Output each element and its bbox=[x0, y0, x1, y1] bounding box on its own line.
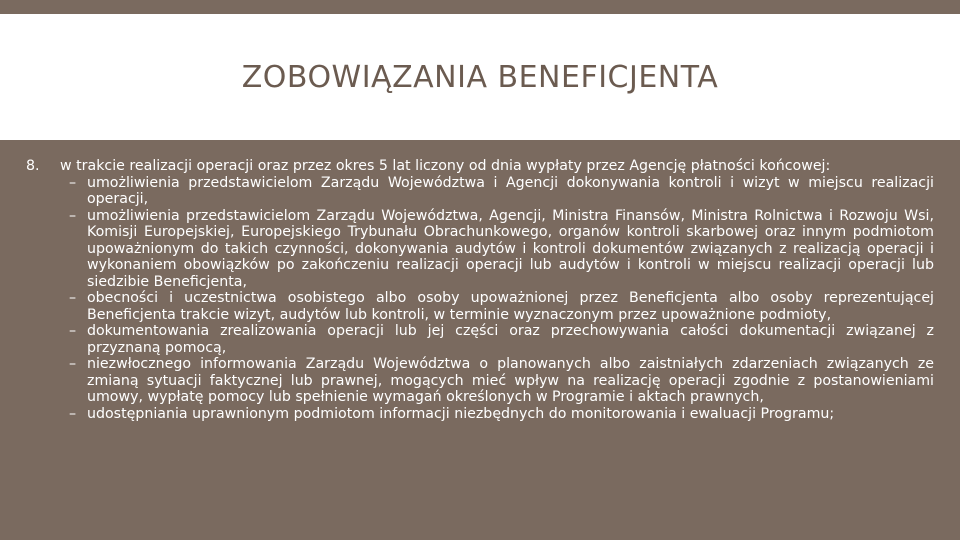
list-item bbox=[60, 406, 934, 423]
list-item-text: udostępniania uprawnionym podmiotom informacji niezbędnych do monitorowania i ewaluacji Programu; bbox=[87, 405, 835, 422]
slide-content bbox=[26, 158, 934, 422]
list-item bbox=[60, 323, 934, 356]
list-item-text: umożliwienia przedstawicielom Zarządu Województwa, Agencji, Ministra Finansów, Ministra Rolnictwa i Rozwoju Wsi, Komisji Europejskiej, Europejskiego Trybunału Obrachunkowego, organów kontroli skarbowej oraz innym podmiotom upoważnionym do takich czynności, dokonywania audytów i kontroli dokumentów związanych z realizacją operacji i wykonaniem obowiązków po zakończeniu realizacji operacji lub audytów i kontroli w miejscu realizacji operacji lub siedzibie Beneficjenta, bbox=[87, 207, 934, 290]
dash-marker: – bbox=[69, 323, 77, 339]
point-lead-text: w trakcie realizacji operacji oraz przez okres 5 lat liczony od dnia wypłaty przez Agencję płatności końcowej: bbox=[60, 158, 831, 174]
dash-marker: – bbox=[69, 290, 77, 306]
list-item bbox=[60, 356, 934, 406]
dash-marker: – bbox=[69, 356, 77, 372]
dash-marker: – bbox=[69, 405, 77, 422]
list-item-text: niezwłocznego informowania Zarządu Województwa o planowanych albo zaistniałych zdarzeniach związanych ze zmianą sytuacji faktycznej lub prawnej, mogących mieć wpływ na realizację operacji zgodnie z postanowieniami umowy, wypłatę pomocy lub spełnienie wymagań określonych w Programie i aktach prawnych, bbox=[87, 356, 934, 405]
list-item-text: dokumentowania zrealizowania operacji lub jej części oraz przechowywania całości dokumentacji związanej z przyznaną pomocą, bbox=[87, 323, 934, 356]
numbered-point bbox=[26, 158, 934, 422]
list-item bbox=[60, 290, 934, 323]
list-item-text: obecności i uczestnictwa osobistego albo osoby upoważnionej przez Beneficjenta albo osoby reprezentującej Beneficjenta trakcie wizyt, audytów lub kontroli, w terminie wyznaczonym przez upoważnione podmioty, bbox=[87, 290, 934, 323]
list-item bbox=[60, 208, 934, 291]
slide-title: ZOBOWIĄZANIA BENEFICJENTA bbox=[241, 60, 719, 95]
dash-marker: – bbox=[69, 207, 77, 224]
list-item-text: umożliwienia przedstawicielom Zarządu Województwa i Agencji dokonywania kontroli i wizyt w miejscu realizacji operacji, bbox=[87, 174, 934, 207]
dash-marker: – bbox=[69, 174, 77, 191]
list-item bbox=[60, 175, 934, 208]
point-number: 8. bbox=[26, 158, 40, 174]
obligation-list bbox=[60, 175, 934, 423]
